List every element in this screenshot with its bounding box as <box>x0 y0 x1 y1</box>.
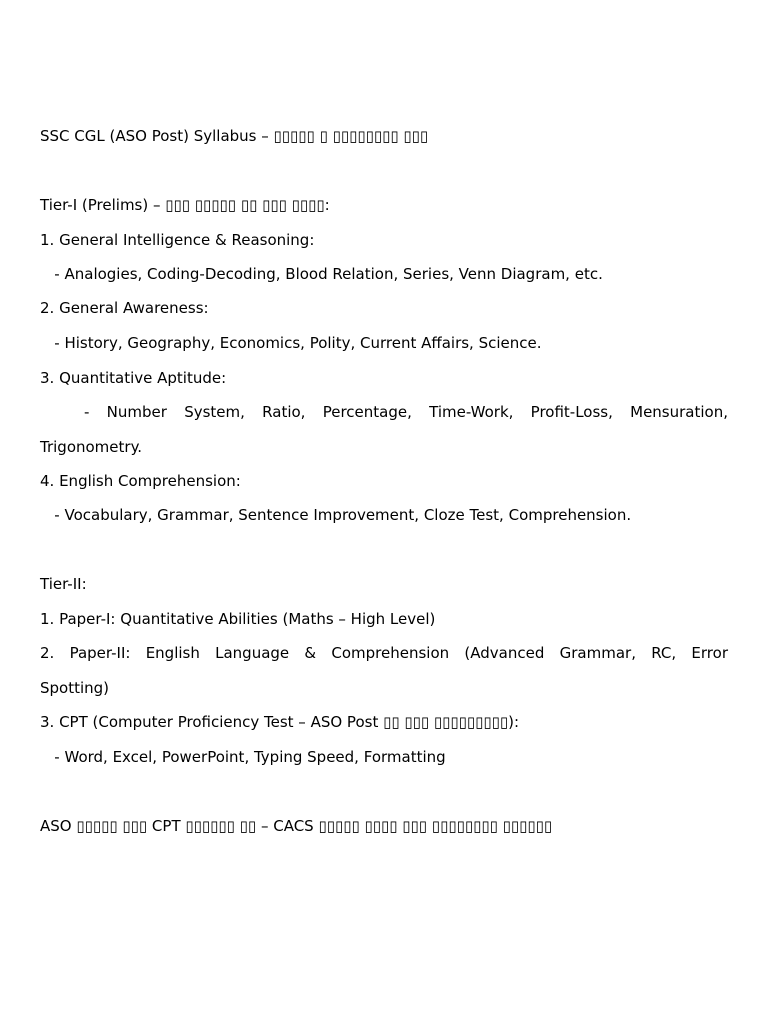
tier1-item-4-label: 4. English Comprehension: <box>40 472 241 490</box>
tier2-item-2-label-cont: Spotting) <box>40 679 110 697</box>
tier2-item-3-detail: - Word, Excel, PowerPoint, Typing Speed, Formatting <box>40 748 446 766</box>
tier2-heading: Tier-II: <box>40 575 87 593</box>
document-title: SSC CGL (ASO Post) Syllabus – ▯▯▯▯▯ ▯ ▯▯▯▯▯▯▯▯ ▯▯▯ <box>40 127 429 145</box>
tier2-item-1-label: 1. Paper-I: Quantitative Abilities (Maths – High Level) <box>40 610 436 628</box>
tier1-item-2-label: 2. General Awareness: <box>40 299 209 317</box>
tier1-item-1-detail: - Analogies, Coding-Decoding, Blood Relation, Series, Venn Diagram, etc. <box>40 265 603 283</box>
tier1-item-3-detail-cont: Trigonometry. <box>40 438 143 456</box>
tier1-item-3-label: 3. Quantitative Aptitude: <box>40 369 227 387</box>
tier1-item-1-label: 1. General Intelligence & Reasoning: <box>40 231 315 249</box>
footer-note: ASO ▯▯▯▯▯ ▯▯▯ CPT ▯▯▯▯▯▯ ▯▯ – CACS ▯▯▯▯▯ ▯▯▯▯ ▯▯▯ ▯▯▯▯▯▯▯▯ ▯▯▯▯▯▯ <box>40 817 553 835</box>
tier1-heading: Tier-I (Prelims) – ▯▯▯ ▯▯▯▯▯ ▯▯ ▯▯▯ ▯▯▯▯: <box>40 196 330 214</box>
tier2-item-2-label: 2. Paper-II: English Language & Comprehension (Advanced Grammar, RC, Error <box>40 644 728 662</box>
tier1-item-2-detail: - History, Geography, Economics, Polity, Current Affairs, Science. <box>40 334 542 352</box>
tier1-item-3-detail: - Number System, Ratio, Percentage, Time-Work, Profit-Loss, Mensuration, <box>84 403 728 421</box>
tier1-item-4-detail: - Vocabulary, Grammar, Sentence Improvement, Cloze Test, Comprehension. <box>40 506 632 524</box>
tier2-item-3-label: 3. CPT (Computer Proficiency Test – ASO Post ▯▯ ▯▯▯ ▯▯▯▯▯▯▯▯▯): <box>40 713 520 731</box>
